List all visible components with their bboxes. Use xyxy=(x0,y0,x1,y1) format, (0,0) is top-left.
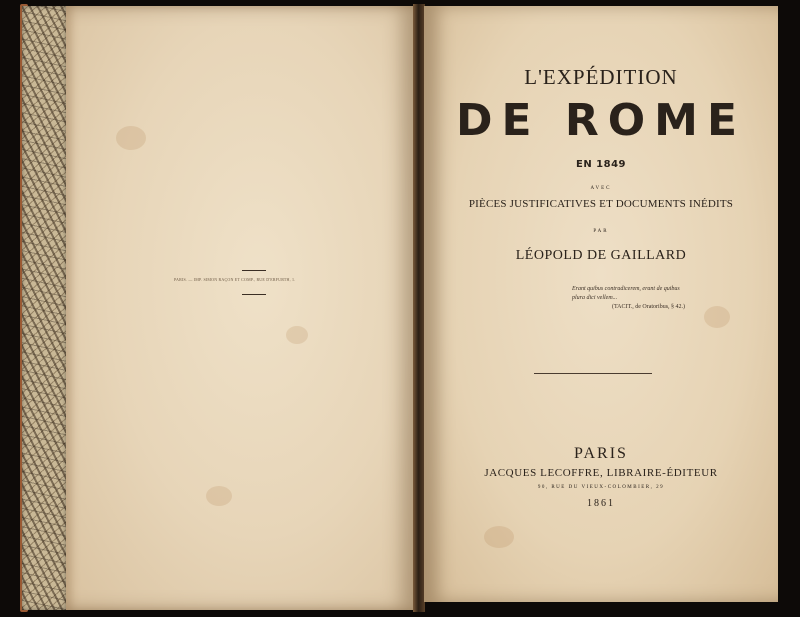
publisher-address: 90, RUE DU VIEUX-COLOMBIER, 29 xyxy=(537,485,665,490)
epigraph xyxy=(572,285,752,312)
epigraph-line-1: Erant quibus contradicerem, erant de quibus xyxy=(572,286,680,292)
publisher-name: JACQUES LECOFFRE, LIBRAIRE-ÉDITEUR xyxy=(484,467,718,479)
rule-above-note xyxy=(242,270,266,271)
foxing-spot xyxy=(206,486,232,506)
printer-note: PARIS. — IMP. SIMON RAÇON ET COMP., RUE D'ERFURTH, 1. xyxy=(174,277,296,282)
title-page xyxy=(424,6,778,602)
imprint-city: PARIS xyxy=(574,445,628,462)
subtitle: PIÈCES JUSTIFICATIVES ET DOCUMENTS INÉDITS xyxy=(468,198,734,210)
foxing-spot xyxy=(286,326,308,344)
title-year: EN 1849 xyxy=(575,159,626,170)
epigraph-source: (TACIT., de Oratoribus, § 42.) xyxy=(612,304,686,310)
avec-label: AVEC xyxy=(590,186,612,191)
marbled-endpaper xyxy=(22,6,69,610)
par-label: PAR xyxy=(593,229,609,234)
epigraph-line-2: plura dici vellem... xyxy=(572,295,618,301)
author-name: LÉOPOLD DE GAILLARD xyxy=(515,248,687,263)
divider-rule xyxy=(534,373,652,374)
verso-page xyxy=(66,6,416,610)
rule-below-note xyxy=(242,294,266,295)
foxing-spot xyxy=(484,526,514,548)
title-line-2: DE ROME xyxy=(455,95,747,146)
publication-year: 1861 xyxy=(587,498,615,509)
title-line-1: L'EXPÉDITION xyxy=(524,65,678,89)
foxing-spot xyxy=(116,126,146,150)
